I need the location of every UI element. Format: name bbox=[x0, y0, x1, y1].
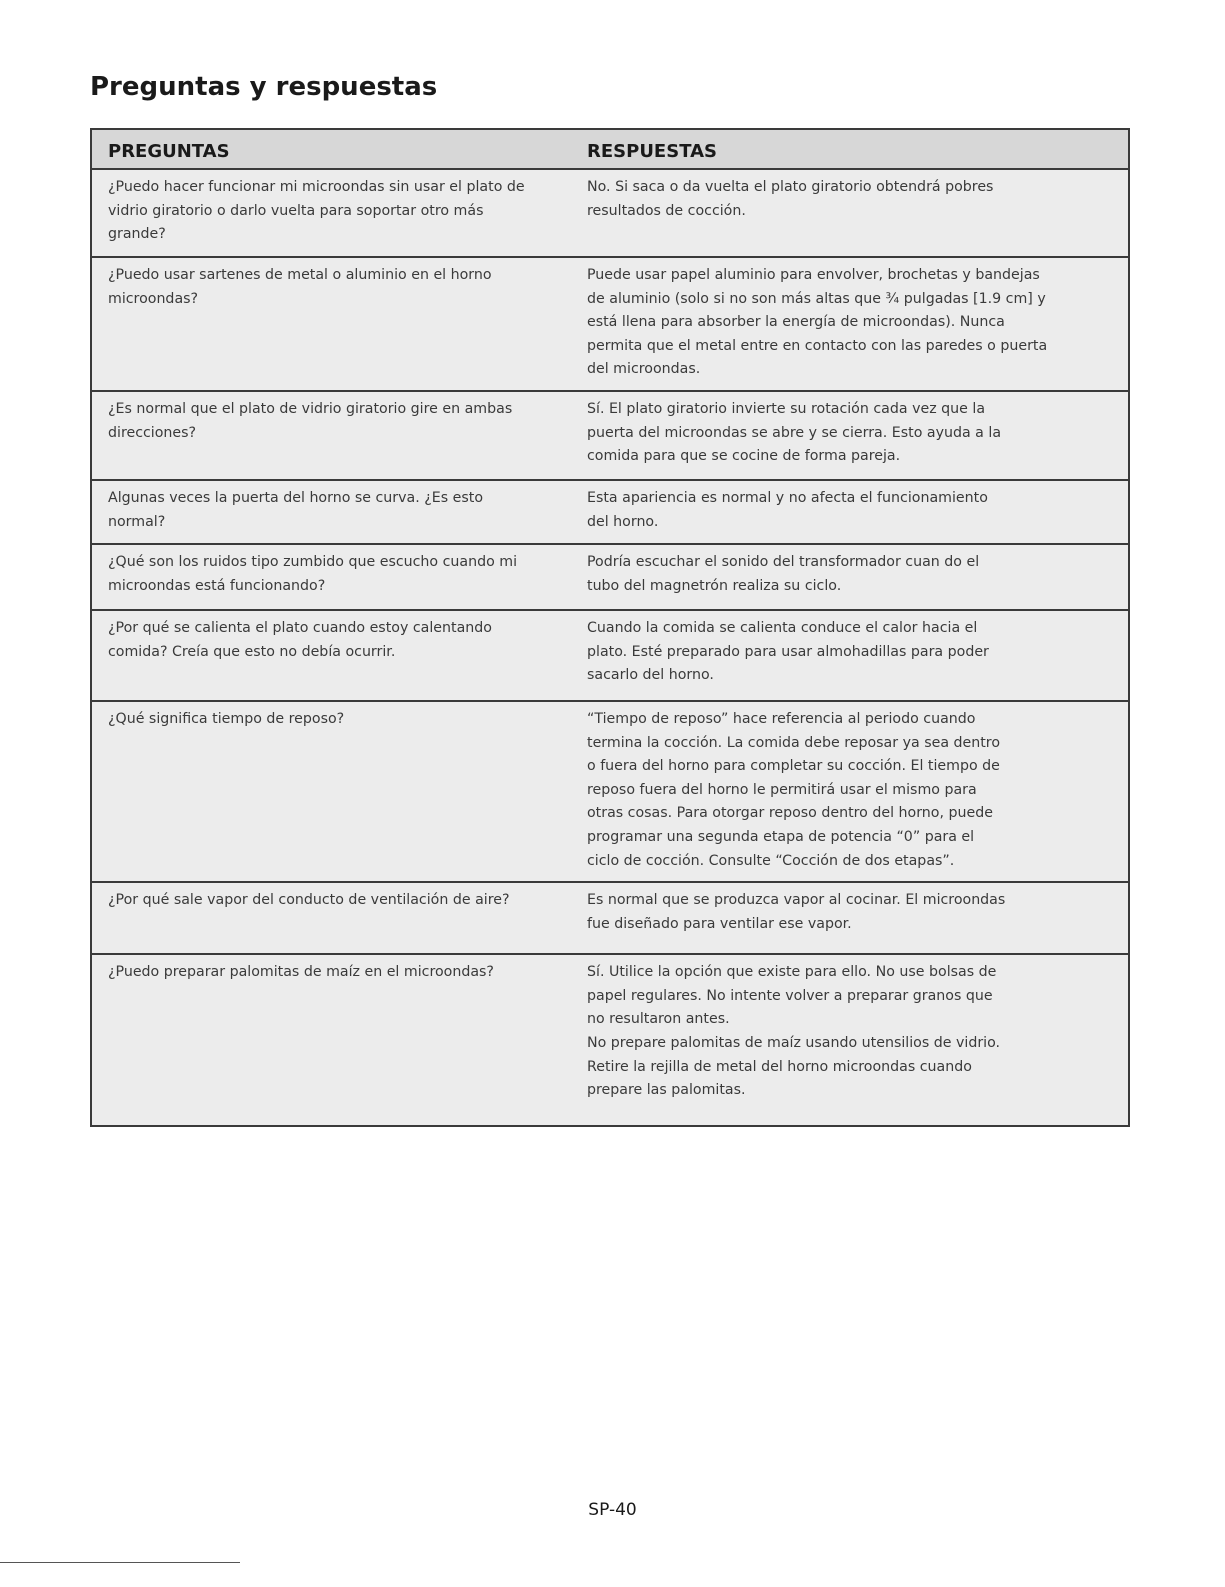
table-row bbox=[92, 392, 1128, 481]
page-number: SP-40 bbox=[588, 1500, 637, 1520]
question-cell: ¿Puedo hacer funcionar mi microondas sin usar el plato de vidrio giratorio o darlo vuelta para soportar otro más grande? bbox=[108, 179, 525, 243]
question-cell: ¿Por qué sale vapor del conducto de ventilación de aire? bbox=[108, 892, 510, 909]
table-row bbox=[92, 883, 1128, 955]
table-row bbox=[92, 611, 1128, 702]
qa-table bbox=[90, 128, 1130, 1127]
table-row bbox=[92, 481, 1128, 545]
question-cell: Algunas veces la puerta del horno se curva. ¿Es esto normal? bbox=[108, 489, 484, 530]
answer-cell: Es normal que se produzca vapor al cocinar. El microondas fue diseñado para ventilar ese vapor. bbox=[587, 892, 1006, 932]
answer-cell: Esta apariencia es normal y no afecta el funcionamiento del horno. bbox=[587, 489, 988, 530]
page-title: Preguntas y respuestas bbox=[90, 72, 438, 102]
question-cell: ¿Puedo preparar palomitas de maíz en el microondas? bbox=[108, 964, 494, 981]
answer-cell: “Tiempo de reposo” hace referencia al periodo cuando termina la cocción. La comida debe reposar ya sea dentro o fuera del horno para completar su cocción. El tiempo de reposo fuera del horno le permitirá usar el mismo para otras cosas. Para otorgar reposo dentro del horno, puede programar una segunda etapa de potencia “0” para el ciclo de cocción. Consulte “Cocción de dos etapas”. bbox=[587, 710, 1001, 869]
question-cell: ¿Por qué se calienta el plato cuando estoy calentando comida? Creía que esto no debía ocurrir. bbox=[108, 619, 492, 660]
question-cell: ¿Qué significa tiempo de reposo? bbox=[108, 710, 345, 727]
table-row bbox=[92, 258, 1128, 392]
table-header bbox=[92, 130, 1128, 170]
header-questions: PREGUNTAS bbox=[108, 141, 230, 162]
answer-cell: Sí. El plato giratorio invierte su rotación cada vez que la puerta del microondas se abre y se cierra. Esto ayuda a la comida para que se cocine de forma pareja. bbox=[587, 400, 1002, 465]
answer-cell: No. Si saca o da vuelta el plato giratorio obtendrá pobres resultados de cocción. bbox=[587, 179, 994, 219]
question-cell: ¿Es normal que el plato de vidrio giratorio gire en ambas direcciones? bbox=[108, 400, 513, 441]
answer-cell: Cuando la comida se calienta conduce el calor hacia el plato. Esté preparado para usar almohadillas para poder sacarlo del horno. bbox=[587, 619, 989, 684]
footer-rule bbox=[0, 1562, 240, 1563]
answer-cell: Podría escuchar el sonido del transformador cuan do el tubo del magnetrón realiza su ciclo. bbox=[587, 553, 980, 594]
question-cell: ¿Puedo usar sartenes de metal o aluminio en el horno microondas? bbox=[108, 267, 492, 307]
table-row bbox=[92, 955, 1128, 1125]
answer-cell: Puede usar papel aluminio para envolver, brochetas y bandejas de aluminio (solo si no son más altas que ¾ pulgadas [1.9 cm] y está llena para absorber la energía de microondas). Nunca permita que el metal entre en contacto con las paredes o puerta del microondas. bbox=[587, 267, 1048, 378]
answer-cell: Sí. Utilice la opción que existe para ello. No use bolsas de papel regulares. No intente volver a preparar granos que no resultaron antes. No prepare palomitas de maíz usando utensilios de vidrio. Retire la rejilla de metal del horno microondas cuando prepare las palomitas. bbox=[587, 964, 1001, 1099]
table-row bbox=[92, 702, 1128, 883]
table-row bbox=[92, 545, 1128, 611]
table-row bbox=[92, 170, 1128, 258]
header-answers: RESPUESTAS bbox=[587, 141, 717, 162]
question-cell: ¿Qué son los ruidos tipo zumbido que escucho cuando mi microondas está funcionando? bbox=[108, 553, 518, 594]
